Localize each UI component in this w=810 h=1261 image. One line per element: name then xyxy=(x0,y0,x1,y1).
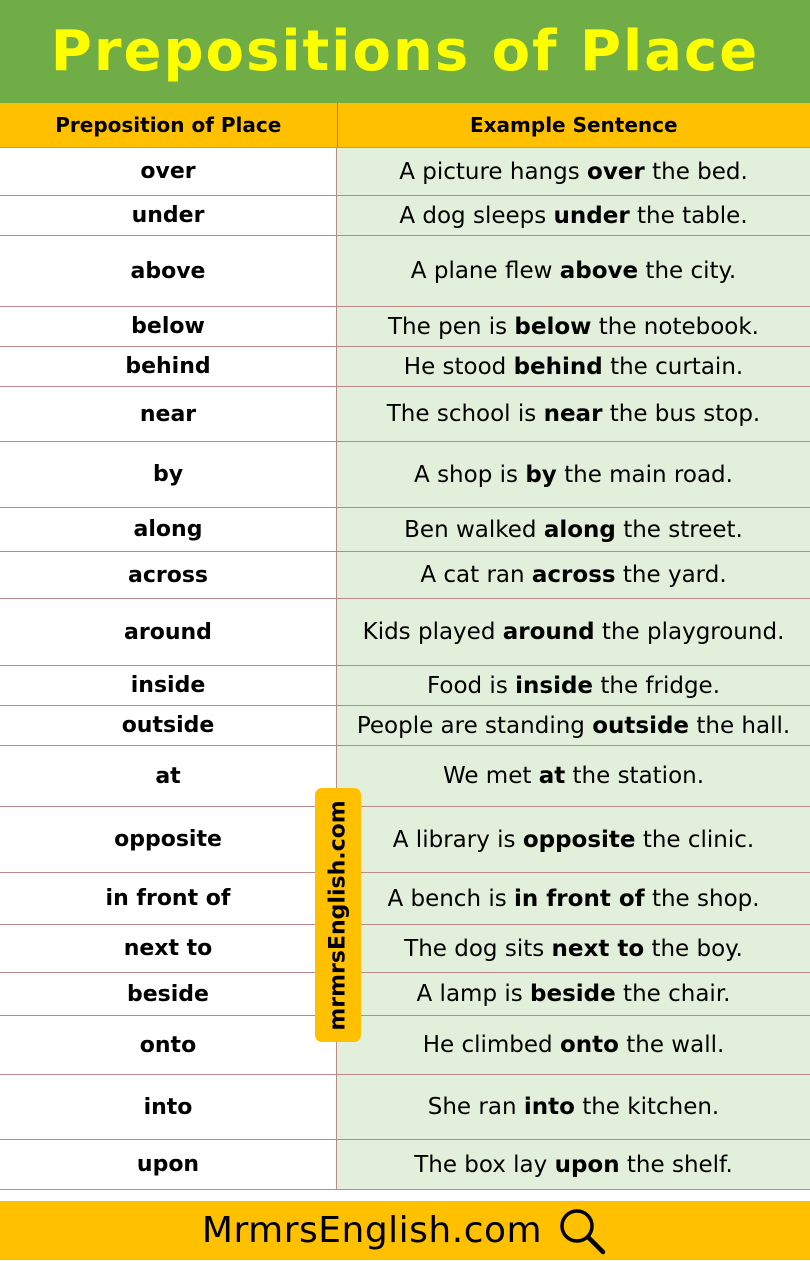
search-icon xyxy=(556,1205,608,1257)
table-row xyxy=(0,746,810,807)
example-preposition: upon xyxy=(554,1151,620,1178)
example-text-before: She ran xyxy=(427,1094,524,1120)
preposition-cell: into xyxy=(0,1075,337,1139)
example-cell xyxy=(337,873,810,924)
preposition-cell: behind xyxy=(0,347,337,386)
table-row xyxy=(0,973,810,1016)
example-text-after: the wall. xyxy=(618,1032,725,1058)
footer-site-name: MrmrsEnglish.com xyxy=(201,1210,543,1251)
example-preposition: across xyxy=(531,562,616,588)
preposition-cell: in front of xyxy=(0,873,337,924)
preposition-cell: around xyxy=(0,599,337,665)
example-text-before: We met xyxy=(442,763,539,789)
example-cell xyxy=(337,387,810,441)
example-cell xyxy=(337,196,810,235)
preposition-cell: along xyxy=(0,508,337,551)
example-cell xyxy=(337,973,810,1015)
example-text-after: the street. xyxy=(615,516,743,543)
example-text-before: He climbed xyxy=(422,1032,560,1058)
table-row xyxy=(0,1075,810,1140)
example-text-before: He stood xyxy=(403,353,514,380)
example-preposition: into xyxy=(523,1094,575,1120)
example-text-after: the bus stop. xyxy=(602,401,761,427)
preposition-cell: by xyxy=(0,442,337,507)
example-preposition: outside xyxy=(592,712,690,739)
example-preposition: behind xyxy=(513,353,603,380)
example-preposition: opposite xyxy=(522,826,636,853)
table-row xyxy=(0,307,810,347)
example-text-before: People are standing xyxy=(356,712,593,739)
example-cell xyxy=(337,746,810,806)
example-preposition: in front of xyxy=(514,885,645,912)
example-cell xyxy=(337,925,810,972)
example-cell xyxy=(337,666,810,705)
table-row xyxy=(0,666,810,706)
table-row xyxy=(0,236,810,307)
example-text-after: the chair. xyxy=(615,981,731,1007)
example-text-before: A bench is xyxy=(387,885,515,912)
table-row xyxy=(0,508,810,552)
example-preposition: above xyxy=(559,258,639,284)
example-text-before: Ben walked xyxy=(404,516,544,543)
example-text-after: the main road. xyxy=(556,461,733,488)
title-banner xyxy=(0,0,810,103)
example-text-after: the station. xyxy=(565,763,705,789)
example-text-after: the boy. xyxy=(644,935,743,962)
example-text-after: the curtain. xyxy=(602,353,744,380)
example-preposition: below xyxy=(514,313,592,340)
watermark-text: mrmrsEnglish.com xyxy=(325,799,351,1031)
preposition-cell: at xyxy=(0,746,337,806)
table-row xyxy=(0,599,810,666)
example-text-after: the city. xyxy=(638,258,737,284)
preposition-cell: near xyxy=(0,387,337,441)
header-preposition: Preposition of Place xyxy=(0,103,338,147)
example-cell xyxy=(337,347,810,386)
preposition-cell: below xyxy=(0,307,337,346)
preposition-cell: over xyxy=(0,148,337,195)
example-cell xyxy=(337,552,810,598)
example-preposition: near xyxy=(543,401,603,427)
preposition-cell: next to xyxy=(0,925,337,972)
example-text-before: A picture hangs xyxy=(399,158,588,185)
example-cell xyxy=(337,807,810,872)
table-row xyxy=(0,347,810,387)
example-preposition: onto xyxy=(559,1032,619,1058)
example-preposition: under xyxy=(553,202,630,229)
example-text-after: the bed. xyxy=(644,158,748,185)
example-text-after: the hall. xyxy=(689,712,791,739)
example-text-before: A library is xyxy=(392,826,523,853)
example-text-after: the shop. xyxy=(644,885,760,912)
table-row xyxy=(0,1016,810,1075)
example-text-after: the shelf. xyxy=(619,1151,733,1178)
example-text-before: Food is xyxy=(426,672,516,699)
example-text-before: A cat ran xyxy=(420,562,532,588)
example-cell xyxy=(337,706,810,745)
watermark-badge xyxy=(315,788,361,1042)
example-cell xyxy=(337,148,810,195)
example-text-before: The dog sits xyxy=(404,935,552,962)
preposition-cell: opposite xyxy=(0,807,337,872)
preposition-cell: above xyxy=(0,236,337,306)
example-cell xyxy=(337,1016,810,1074)
preposition-cell: under xyxy=(0,196,337,235)
example-text-after: the yard. xyxy=(615,562,727,588)
table-row xyxy=(0,387,810,442)
example-cell xyxy=(337,508,810,551)
preposition-cell: onto xyxy=(0,1016,337,1074)
example-text-before: The pen is xyxy=(388,313,515,340)
preposition-cell: across xyxy=(0,552,337,598)
example-text-before: Kids played xyxy=(362,619,503,645)
table-row xyxy=(0,196,810,236)
preposition-cell: outside xyxy=(0,706,337,745)
table-row xyxy=(0,442,810,508)
table-row xyxy=(0,873,810,925)
example-cell xyxy=(337,236,810,306)
footer-banner xyxy=(0,1201,810,1260)
example-text-before: The school is xyxy=(386,401,544,427)
table-row xyxy=(0,552,810,599)
example-preposition: along xyxy=(543,516,616,543)
table-row xyxy=(0,1140,810,1190)
prepositions-table xyxy=(0,148,810,1201)
table-row xyxy=(0,148,810,196)
example-preposition: next to xyxy=(551,935,645,962)
table-row xyxy=(0,925,810,973)
example-text-before: A dog sleeps xyxy=(399,202,554,229)
example-text-after: the clinic. xyxy=(635,826,755,853)
example-preposition: around xyxy=(502,619,595,645)
example-text-after: the notebook. xyxy=(591,313,759,340)
table-row xyxy=(0,807,810,873)
preposition-cell: beside xyxy=(0,973,337,1015)
example-cell xyxy=(337,599,810,665)
table-row xyxy=(0,706,810,746)
table-header xyxy=(0,103,810,148)
example-cell xyxy=(337,307,810,346)
example-text-after: the kitchen. xyxy=(574,1094,720,1120)
example-text-after: the table. xyxy=(629,202,748,229)
example-text-after: the fridge. xyxy=(593,672,721,699)
example-text-before: A lamp is xyxy=(416,981,531,1007)
preposition-cell: upon xyxy=(0,1140,337,1189)
example-text-before: A plane flew xyxy=(410,258,560,284)
example-cell xyxy=(337,442,810,507)
example-cell xyxy=(337,1140,810,1189)
example-text-after: the playground. xyxy=(594,619,785,645)
example-text-before: The box lay xyxy=(414,1151,555,1178)
example-preposition: by xyxy=(525,461,557,488)
example-preposition: inside xyxy=(515,672,594,699)
preposition-cell: inside xyxy=(0,666,337,705)
example-preposition: beside xyxy=(530,981,616,1007)
example-preposition: over xyxy=(587,158,645,185)
header-example: Example Sentence xyxy=(469,113,678,137)
example-text-before: A shop is xyxy=(414,461,526,488)
page-title: Prepositions of Place xyxy=(50,18,760,84)
example-preposition: at xyxy=(538,763,566,789)
example-cell xyxy=(337,1075,810,1139)
